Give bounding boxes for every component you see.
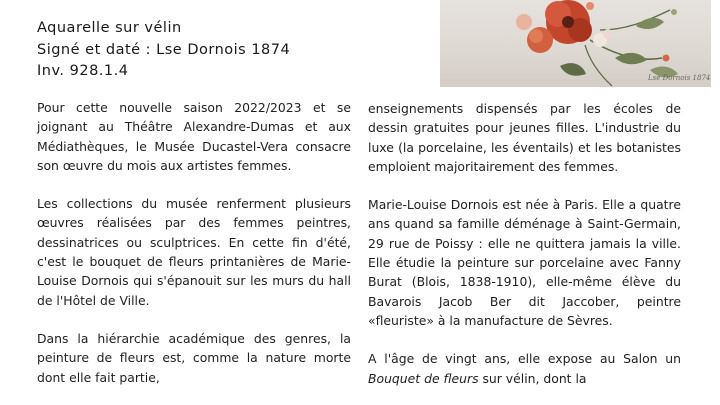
painting-signature-text: Lse Dornois 1874	[648, 74, 711, 82]
right-paragraph-3-end: sur vélin, dont la	[478, 370, 587, 386]
artwork-inventory: Inv. 928.1.4	[37, 63, 129, 79]
right-paragraph-1: enseignements dispensés par les écoles de dessin gratuites pour jeunes filles. L'industrie du luxe (la porcelaine, les éventails) et les botanistes emploient majoritairement des femmes.	[368, 101, 681, 174]
right-paragraph-3	[368, 349, 681, 388]
right-paragraph-3-start: A l'âge de vingt ans, elle expose au Salon un	[368, 351, 681, 367]
left-paragraph-1: Pour cette nouvelle saison 2022/2023 et se joignant au Théâtre Alexandre-Dumas et aux Médiathèques, le Musée Ducastel-Vera consacre son œuvre du mois aux artistes femmes.	[37, 100, 351, 173]
artwork-title-italic: Bouquet de fleurs	[368, 370, 479, 386]
left-paragraph-2: Les collections du musée renferment plusieurs œuvres réalisées par des femmes peintres, dessinatrices ou sculptrices. En cette fin d'été, c'est le bouquet de fleurs printanières de Marie-Louise Dornois qui s'épanouit sur les murs du hall de l'Hôtel de Ville.	[37, 196, 351, 308]
artwork-caption	[37, 18, 290, 83]
article-left-column	[37, 98, 351, 387]
left-paragraph-3: Dans la hiérarchie académique des genres, la peinture de fleurs est, comme la nature morte dont elle fait partie,	[37, 330, 351, 385]
right-paragraph-2: Marie-Louise Dornois est née à Paris. Elle a quatre ans quand sa famille déménage à Saint-Germain, 29 rue de Poissy : elle ne quittera jamais la ville. Elle étudie la peinture sur porcelaine avec Fanny Burat (Blois, 1838-1910), elle-même élève du Bavarois Jacob Ber dit Jaccober, peintre «fleuriste» à la manufacture de Sèvres.	[368, 197, 681, 328]
artwork-signature: Signé et daté : Lse Dornois 1874	[37, 41, 291, 58]
flower-watercolor-image	[440, 0, 711, 87]
artwork-technique: Aquarelle sur vélin	[37, 20, 182, 36]
article-right-column	[368, 99, 681, 388]
